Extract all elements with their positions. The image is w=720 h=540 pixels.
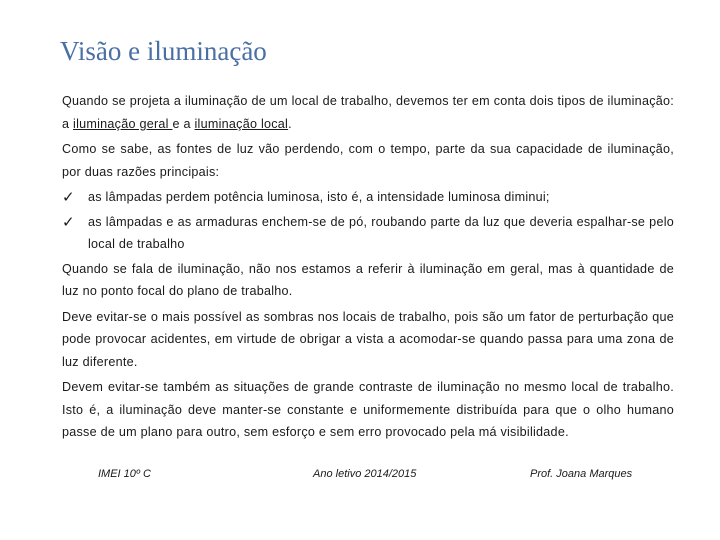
- paragraph-shadows: Deve evitar-se o mais possível as sombras nos locais de trabalho, pois são um fator de perturbação que pode provocar acidentes, em virtude de obrigar a vista a acomodar-se quando passa para uma zona de luz diferente.: [62, 309, 674, 369]
- bullet-item: [62, 211, 674, 256]
- local-lighting-term: iluminação local: [194, 116, 289, 131]
- footer-teacher: Prof. Joana Marques: [530, 468, 633, 480]
- checkmark-icon: ✓: [62, 188, 75, 206]
- paragraph-lighting-types: [62, 90, 674, 135]
- bullet-item: [62, 186, 674, 209]
- bullet-text: as lâmpadas perdem potência luminosa, isto é, a intensidade luminosa diminui;: [88, 190, 550, 204]
- document-body: [62, 90, 674, 447]
- footer-school-year: Ano letivo 2014/2015: [313, 468, 417, 480]
- paragraph-contrast: Devem evitar-se também as situações de grande contraste de iluminação no mesmo local de trabalho. Isto é, a iluminação deve manter-se constante e uniformemente distribuída para que o olho humano passe de um plano para outro, sem esforço e sem erro provocado pela má visibilidade.: [62, 380, 674, 439]
- paragraph-text: Quando se projeta a iluminação de um local de trabalho, devemos ter em conta dois tipos de iluminação: a: [62, 94, 674, 131]
- general-lighting-term: iluminação geral: [73, 116, 173, 131]
- paragraph-text: e a: [172, 116, 195, 131]
- page-title: Visão e iluminação: [60, 36, 267, 66]
- paragraph-light-sources: Como se sabe, as fontes de luz vão perdendo, com o tempo, parte da sua capacidade de iluminação, por duas razões principais:: [62, 142, 674, 179]
- paragraph-text: .: [288, 116, 292, 131]
- paragraph-focal-point: Quando se fala de iluminação, não nos estamos a referir à iluminação em geral, mas à quantidade de luz no ponto focal do plano de trabalho.: [62, 261, 674, 298]
- footer-class: IMEI 10º C: [98, 468, 151, 480]
- checkmark-icon: ✓: [62, 212, 75, 231]
- bullet-text: as lâmpadas e as armaduras enchem-se de pó, roubando parte da luz que deveria espalhar-se pelo local de trabalho: [88, 214, 674, 251]
